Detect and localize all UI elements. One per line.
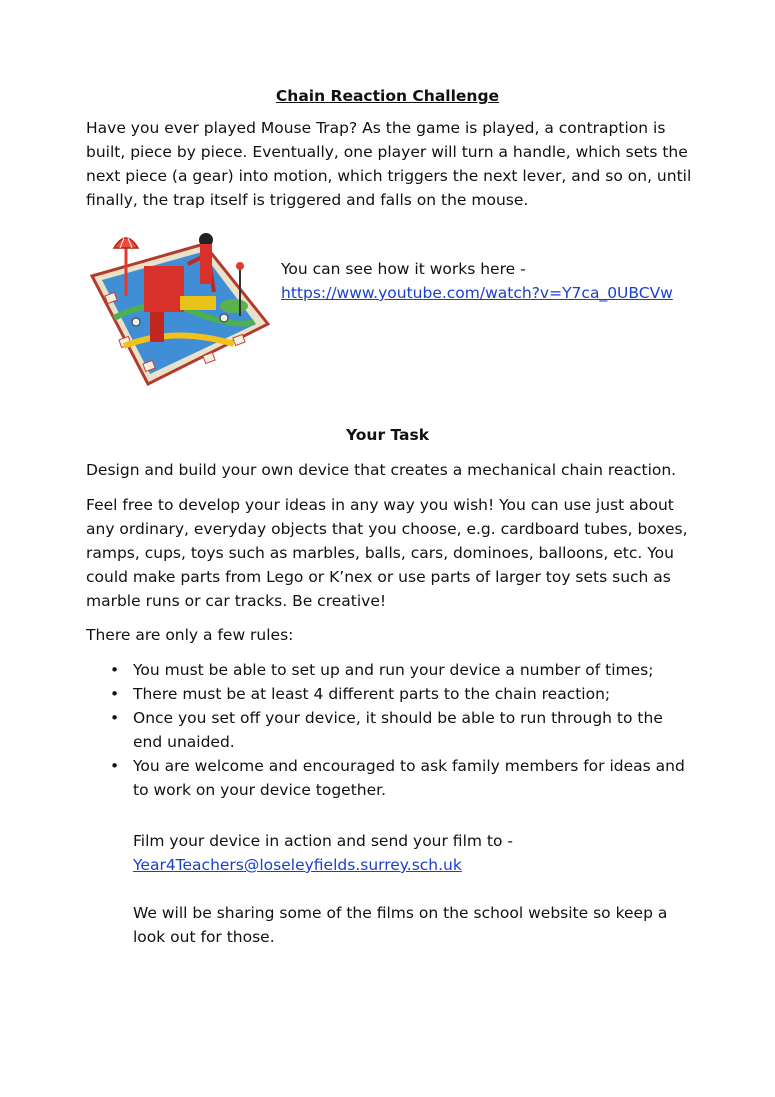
- email-link[interactable]: Year4Teachers@loseleyfields.surrey.sch.uk: [133, 856, 462, 874]
- bullet-icon: •: [110, 757, 120, 775]
- rule-item: [86, 682, 696, 706]
- rule-text: You are welcome and encouraged to ask family members for ideas and to work on your device together.: [133, 757, 685, 799]
- bullet-icon: •: [110, 709, 120, 727]
- rule-item: [86, 706, 696, 754]
- rule-text: There must be at least 4 different parts to the chain reaction;: [133, 685, 611, 703]
- video-reference: [281, 257, 711, 305]
- page-title: Chain Reaction Challenge: [275, 87, 500, 105]
- ideas-paragraph: Feel free to develop your ideas in any way you wish! You can use just about any ordinary, everyday objects that you choose, e.g. cardboard tubes, boxes, ramps, cups, toys such as marbles, balls, cars, dominoes, balloons, etc. You could make parts from Lego or K’nex or use parts of larger toy sets such as marble runs or car tracks. Be creative!: [86, 496, 688, 610]
- rule-text: Once you set off your device, it should be able to run through to the end unaided.: [133, 709, 663, 751]
- film-instructions: [133, 829, 693, 877]
- rule-item: [86, 754, 696, 802]
- rules-intro: There are only a few rules:: [86, 626, 294, 644]
- task-description: Design and build your own device that creates a mechanical chain reaction.: [86, 461, 677, 479]
- bullet-icon: •: [110, 685, 120, 703]
- mouse-trap-board-game-image: [84, 226, 270, 392]
- sharing-note: We will be sharing some of the films on the school website so keep a look out for those.: [133, 904, 668, 946]
- film-text: Film your device in action and send your film to -: [133, 832, 513, 850]
- rule-text: You must be able to set up and run your device a number of times;: [133, 661, 654, 679]
- intro-paragraph: Have you ever played Mouse Trap? As the game is played, a contraption is built, piece by piece. Eventually, one player will turn a handle, which sets the next piece (a gear) into motion, which triggers the next lever, and so on, until finally, the trap itself is triggered and falls on the mouse.: [86, 119, 692, 209]
- video-link[interactable]: https://www.youtube.com/watch?v=Y7ca_0UBCVw: [281, 284, 673, 302]
- bullet-icon: •: [110, 661, 120, 679]
- task-heading: Your Task: [345, 426, 430, 444]
- video-reference-text: You can see how it works here -: [281, 260, 526, 278]
- rule-item: [86, 658, 696, 682]
- rules-list: [86, 658, 696, 802]
